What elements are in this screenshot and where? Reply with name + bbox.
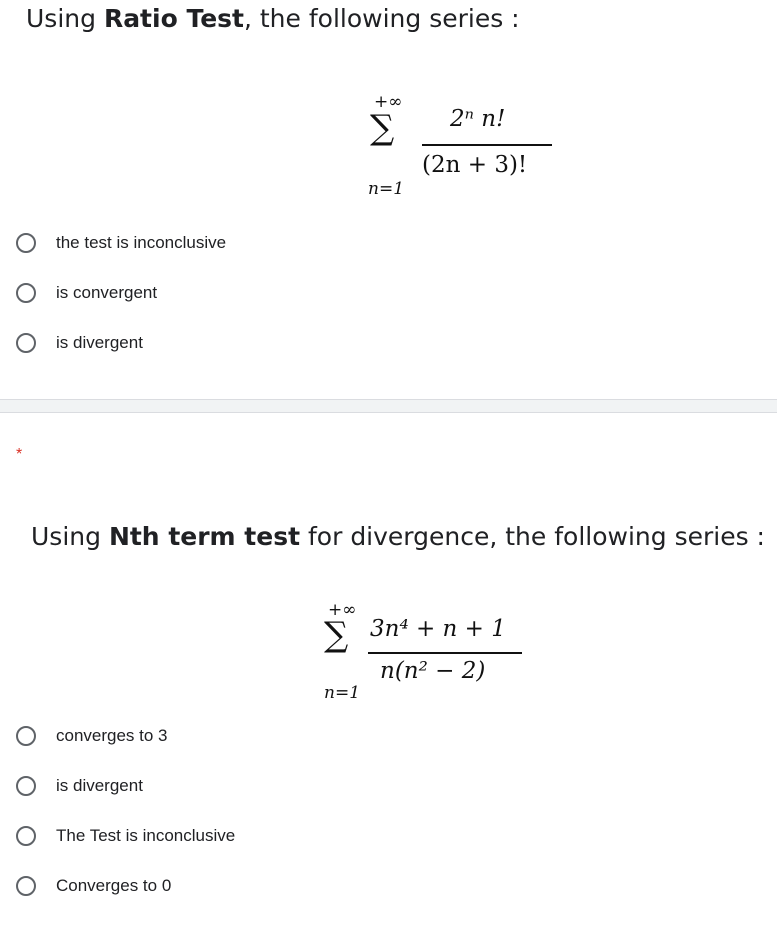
question-1-title-suffix: , the following series :: [243, 4, 520, 33]
formula-1-lower-limit: n=1: [368, 179, 405, 199]
option-label: is divergent: [56, 333, 143, 352]
q2-option-3[interactable]: [16, 822, 235, 850]
radio-button[interactable]: [16, 876, 36, 896]
formula-2-lower-limit: n=1: [324, 683, 361, 703]
q2-option-1[interactable]: [16, 722, 168, 750]
formula-1-sigma: ∑: [370, 108, 395, 148]
radio-button[interactable]: [16, 776, 36, 796]
question-2-title-suffix: for divergence, the following series :: [300, 522, 765, 551]
radio-button[interactable]: [16, 726, 36, 746]
question-2-title: [31, 522, 765, 551]
question-1-title-bold: Ratio Test: [103, 4, 244, 33]
formula-1-denominator: (2n + 3)!: [422, 152, 528, 178]
option-label: The Test is inconclusive: [56, 826, 236, 845]
question-1-formula: [360, 86, 560, 206]
question-2-title-bold: Nth term test: [108, 522, 301, 551]
formula-1-numerator: 2ⁿ n!: [450, 106, 506, 132]
question-1-title: [26, 4, 520, 33]
formula-2-fraction-bar: [368, 652, 522, 654]
formula-1-fraction-bar: [422, 144, 552, 146]
radio-button[interactable]: [16, 333, 36, 353]
section-divider: [0, 399, 777, 413]
q1-option-3[interactable]: [16, 329, 143, 357]
question-1-title-prefix: Using: [26, 4, 104, 33]
q1-option-1[interactable]: [16, 229, 226, 257]
question-2-title-prefix: Using: [31, 522, 109, 551]
formula-1-upper-limit: +∞: [374, 92, 403, 112]
q1-option-2[interactable]: [16, 279, 157, 307]
option-label: the test is inconclusive: [56, 233, 227, 252]
option-label: is convergent: [56, 283, 158, 302]
option-label: Converges to 0: [56, 876, 172, 895]
radio-button[interactable]: [16, 233, 36, 253]
formula-2-upper-limit: +∞: [328, 600, 357, 620]
formula-2-denominator: n(n² − 2): [380, 658, 486, 684]
q2-option-4[interactable]: [16, 872, 171, 900]
radio-button[interactable]: [16, 826, 36, 846]
radio-button[interactable]: [16, 283, 36, 303]
q2-option-2[interactable]: [16, 772, 143, 800]
option-label: is divergent: [56, 776, 143, 795]
required-asterisk: *: [16, 446, 23, 463]
option-label: converges to 3: [56, 726, 168, 745]
question-2-formula: [314, 596, 544, 716]
formula-2-sigma: ∑: [324, 615, 349, 655]
formula-2-numerator: 3n⁴ + n + 1: [370, 616, 506, 642]
